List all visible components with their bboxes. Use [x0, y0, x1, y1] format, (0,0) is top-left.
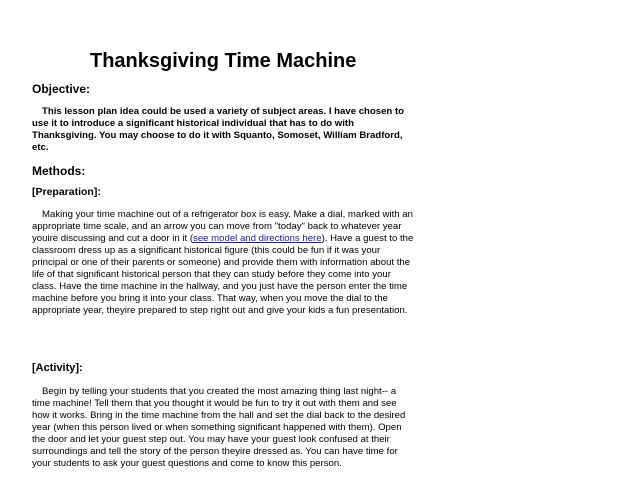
page-title: Thanksgiving Time Machine: [90, 50, 357, 72]
preparation-heading: [Preparation]:: [32, 186, 101, 198]
activity-paragraph: [32, 386, 414, 470]
preparation-text-before: Making your time machine out of a refrigerator box is easy. Make a dial, marked with an appropriate time scale, and an arrow you can move from "today" back to whatever year youire discussing and cut a door in it (: [32, 209, 413, 244]
activity-heading: [Activity]:: [32, 362, 83, 374]
objective-heading: Objective:: [32, 82, 91, 96]
preparation-text-after: ). Have a guest to the classroom dress up as a significant historical figure (this could be fun if it was your principal or one of their parents or someone) and provide them with information about the life of that significant historical person that they can study before they come into your class. Have the time machine in the hallway, and you just have the person enter the time machine before you bring it into your class. That way, when you move the dial to the appropriate year, theyire prepared to step right out and give your kids a fun presentation.: [32, 233, 414, 316]
activity-text: Begin by telling your students that you created the most amazing thing last night-- a time machine! Tell them that you thought it would be fun to try it out with them and see how it works. Bring in the time machine from the hall and set the dial back to the desired year (when this person lived or when something significant happened with them). Open the door and let your guest step out. You may have your guest look confused at their surroundings and tell the story of the person theyire dressed as. You can have time for your students to ask your guest questions and come to know this person.: [32, 386, 406, 469]
objective-text: This lesson plan idea could be used a variety of subject areas. I have chosen to use it to introduce a significant historical individual that has to do with Thanksgiving. You may choose to do it with Squanto, Somoset, William Bradford, etc.: [32, 106, 405, 153]
methods-heading: Methods:: [32, 164, 86, 178]
objective-paragraph: [32, 106, 414, 154]
preparation-paragraph: [32, 209, 414, 317]
model-directions-link[interactable]: see model and directions here: [193, 233, 322, 244]
